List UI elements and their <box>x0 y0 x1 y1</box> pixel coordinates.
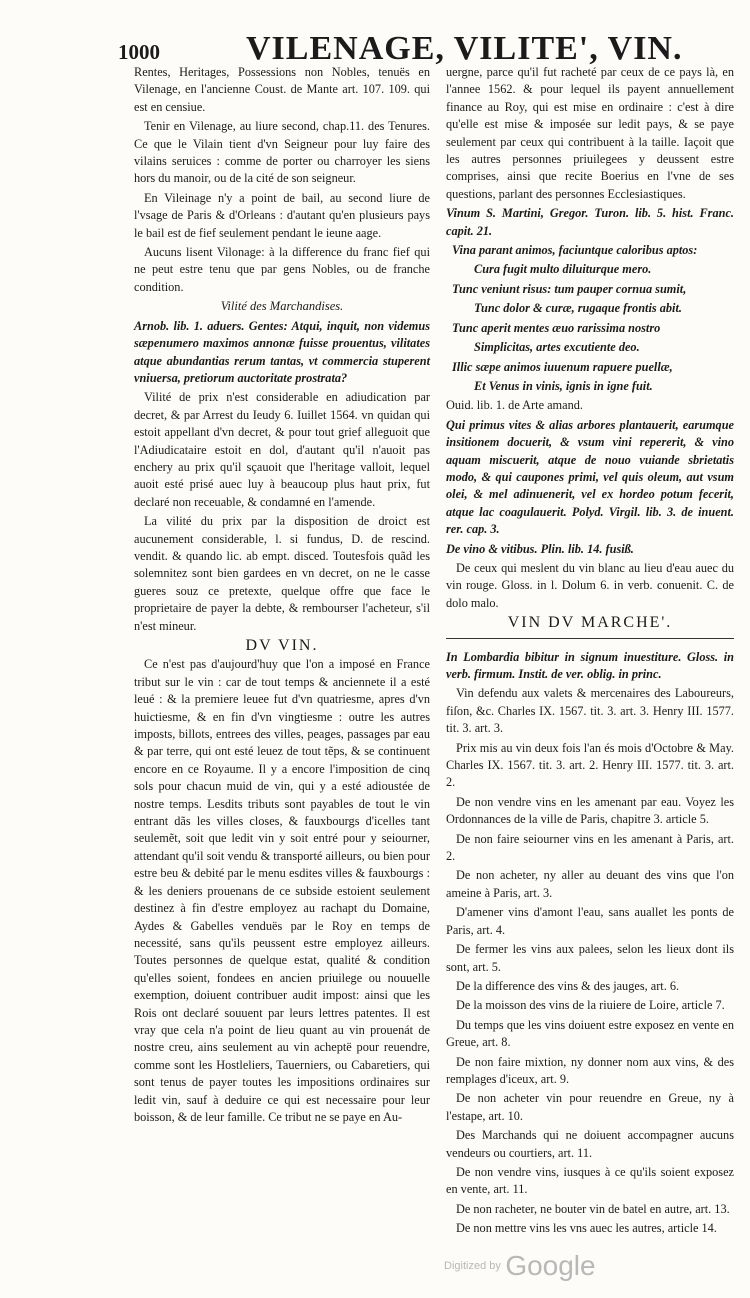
right-divider <box>446 638 734 639</box>
right-paragraph: De non mettre vins les vns auec les autres, article 14. <box>456 1221 717 1236</box>
right-verse-line: Cura fugit multo diluiturque mero. <box>474 262 652 277</box>
running-title: VILENAGE, VILITE', VIN. <box>246 30 683 67</box>
right-paragraph: De la moisson des vins de la riuiere de Loire, article 7. <box>456 998 725 1013</box>
right-paragraph: De non vendre vins, iusques à ce qu'ils soient exposez en vente, art. 11. <box>446 1164 734 1197</box>
right-latin-citation: In Lombardia bibitur in signum inuestiture. Gloss. in verb. firmum. Instit. de ver. oblig. in princ. <box>446 649 734 681</box>
left-section-heading: DV VIN. <box>245 637 319 654</box>
right-paragraph: De non faire mixtion, ny donner nom aux vins, & des remplages d'iceux, art. 9. <box>446 1054 734 1086</box>
right-column <box>446 64 734 1240</box>
left-subheading: Vilité des Marchandises. <box>220 299 344 314</box>
page-number: 1000 <box>118 40 160 64</box>
right-paragraph: De fermer les vins aux palees, selon les lieux dont ils sont, art. 5. <box>446 942 734 974</box>
right-verse-line: Vina parant animos, faciuntque caloribus aptos: <box>452 243 698 258</box>
right-verse-line: Tunc dolor & curæ, rugaque frontis abit. <box>474 301 682 316</box>
right-paragraph: De non racheter, ne bouter vin de batel en autre, art. 13. <box>456 1201 730 1216</box>
right-paragraph: uergne, parce qu'il fut racheté par ceux de ce pays là, en l'annee 1562. & pour lequel ils payent annuellement finance au Roy, qui est mise en ordinaire : c'est à dire qu'elle est mise & imposée sur ledit pays, & se paye seulement par ceux qui contribuent à la taille. Iaçoit que les autres personnes priuilegees y deussent estre comprises, ainsi que recite Boerius en l'vne de ses questions, parlant des personnes Ecclesiastiques. <box>446 65 734 201</box>
right-verse-line: Et Venus in vinis, ignis in igne fuit. <box>474 378 653 393</box>
right-paragraph: Prix mis au vin deux fois l'an és mois d'Octobre & May. Charles IX. 1567. tit. 3. art. 2. Henry III. 1577. tit. 3. art. 2. <box>446 740 734 790</box>
left-paragraph: Vilité de prix n'est considerable en adiudication par decret, & par Arrest du Ieudy 6. Iuillet 1564. vn quidan qui estoit appellant d'vn decret, & pour tout grief alleguoit que l'Adiudicataire estoit en dol, d'autant qu'il n'auoit pas enchery au prix qu'il sçauoit que l'heritage valloit, lequel auoit esté prisé auec luy à beaucoup plus haut prix, fut declaré non receuable, & condamné en l'amende. <box>134 390 430 509</box>
right-paragraph: Ouid. lib. 1. de Arte amand. <box>446 398 583 413</box>
watermark-digitized-text: Digitized by <box>444 1260 501 1272</box>
right-verse-line: Tunc veniunt risus: tum pauper cornua sumit, <box>452 281 687 296</box>
right-verse-line: Tunc aperit mentes æuo rarissima nostro <box>452 320 661 335</box>
right-latin-citation: Qui primus vites & alias arbores plantauerit, earumque insitionem docuerit, & vsum vini repererit, & vino aquam miscuerit, atque de nouo vuiande sbrietatis modo, & qui caupones primi, vel quis oleum, aut vsum olei, & mel adinuenerit, vel ex hordeo potum fecerit, atque lac coagulauerit. Polyd. Virgil. lib. 3. de inuent. rer. cap. 3. <box>446 417 734 537</box>
right-paragraph: Vin defendu aux valets & mercenaires des Laboureurs, fiſon, &c. Charles IX. 1567. tit. 3. art. 3. Henry III. 1577. tit. 3. art. 3. <box>446 686 734 736</box>
right-paragraph: De non faire seiourner vins en les amenant à Paris, art. 2. <box>446 831 734 864</box>
left-paragraph: En Vileinage n'y a point de bail, au second liure de l'vsage de Paris & d'Orleans : d'autant qu'en plusieurs pays le bail est de fief seulement pendant le ieune aage. <box>134 190 430 240</box>
left-paragraph: Tenir en Vilenage, au liure second, chap.11. des Tenures. Ce que le Vilain tient d'vn Seigneur pour luy faire des vilains seruices : comme de porter ou charroyer les siens hors du manoir, ou de la cité de son seigneur. <box>134 119 430 186</box>
left-latin-citation: Arnob. lib. 1. aduers. Gentes: Atqui, inquit, non videmus sæpenumero maximos annonæ fuisse prouentus, vilitates atque abundantias rerum tantas, vt commercia stuperent vniuersa, pretiorum auctoritate prostrata? <box>134 318 430 385</box>
right-section-heading: VIN DV MARCHE'. <box>507 614 673 632</box>
watermark-google-logo: Google <box>505 1250 596 1281</box>
left-paragraph: La vilité du prix par la disposition de droict est aucunement considerable, l. si fundus, D. de rescind. vendit. & quando lic. ab empt. disced. Toutesfois quãd les solemnitez sont bien gardees en vn decret, on ne le casse gueres souz ce pretexte, quelque offre que face le proprietaire de payer la debte, & rembourser l'acheteur, s'il n'est mineur. <box>134 514 430 633</box>
right-paragraph: Du temps que les vins doiuent estre exposez en vente en Greue, art. 8. <box>446 1017 734 1050</box>
left-paragraph: Ce n'est pas d'aujourd'huy que l'on a imposé en France tribut sur le vin : car de tout temps & anciennete il a esté leué : & la premiere leuee fut d'vn quatriesme, apres d'vn huictiesme, & en fin d'vn vingtiesme : outre les autres imposts, billots, entrees des villes, peages, passages par eau & par terre, qui ont esté leuez de tout tẽps, & se continuent encore en ce Royaume. Il y a encore l'imposition de cinq sols pour chacun muid de vin, qui y a esté adioustée de nostre temps. Lesdits tributs sont payables de tout le vin entrant dãs les villes closes, & fauxbourgs d'icelles tant seulemẽt, soit que ledit vin y soit entré pour y seiourner, attendant qu'il soit vendu & transporté ailleurs, ou bien pour estre beu & debité par le menu esdites villes & fauxbourgs : & les deniers prouenans de ce subside estoient seulement destinez à fin d'estre employez au rachapt du Domaine, Aydes & Gabelles venduës par le Roy en temps de necessité, sans qu'ils peussent estre employez ailleurs. Toutes personnes de quelque estat, qualité & condition qu'elles soient, fondees en ancien priuilege ou nouuelle exemption, doiuent contribuer audit impost: ainsi que les Rois ont declaré souuent par leurs lettres patentes. Il est vray que cela n'a point de lieu quant au vin prouenát de nostre creu, ains seulement au vin acheptë pour reuendre, comme sont les Hostleliers, Tauerniers, ou Cabaretiers, qui sont tenus de payer toutes les impositions ordinaires sur ledit vin, sauf à deduire ce qui est necessaire pour leur boisson, & de leur famille. Ce tribut ne se paye en Au- <box>134 657 430 1124</box>
left-column <box>134 64 430 1128</box>
left-paragraph: Rentes, Heritages, Possessions non Nobles, tenuës en Vilenage, en l'ancienne Coust. de Mante art. 107. 109. qui est en censiue. <box>134 65 430 114</box>
digitized-by-google-watermark <box>444 1250 596 1282</box>
right-paragraph: De non vendre vins en les amenant par eau. Voyez les Ordonnances de la ville de Paris, chapitre 3. article 5. <box>446 794 734 827</box>
right-paragraph: De la difference des vins & des jauges, art. 6. <box>456 978 680 993</box>
right-latin-citation: De vino & vitibus. Plin. lib. 14. fusiß. <box>446 541 634 556</box>
right-paragraph: De ceux qui meslent du vin blanc au lieu d'eau auec du vin rouge. Gloss. in l. Dolum 6. in verb. conuenit. C. de dolo malo. <box>446 560 734 610</box>
right-paragraph: De non acheter vin pour reuendre en Greue, ny à l'estape, art. 10. <box>446 1091 734 1123</box>
right-paragraph: Des Marchands qui ne doiuent accompagner aucuns vendeurs ou courtiers, art. 11. <box>446 1128 734 1160</box>
right-paragraph: De non acheter, ny aller au deuant des vins que l'on ameine à Paris, art. 3. <box>446 868 734 900</box>
left-paragraph: Aucuns lisent Vilonage: à la difference du franc fief qui ne peut estre tenu que par gens Nobles, ou de franche condition. <box>134 245 430 294</box>
right-verse-line: Illic sæpe animos iuuenum rapuere puellæ, <box>452 359 673 374</box>
right-latin-citation: Vinum S. Martini, Gregor. Turon. lib. 5. hist. Franc. capit. 21. <box>446 206 734 238</box>
right-verse-line: Simplicitas, artes excutiente deo. <box>474 340 640 355</box>
right-paragraph: D'amener vins d'amont l'eau, sans auallet les ponts de Paris, art. 4. <box>446 905 734 937</box>
